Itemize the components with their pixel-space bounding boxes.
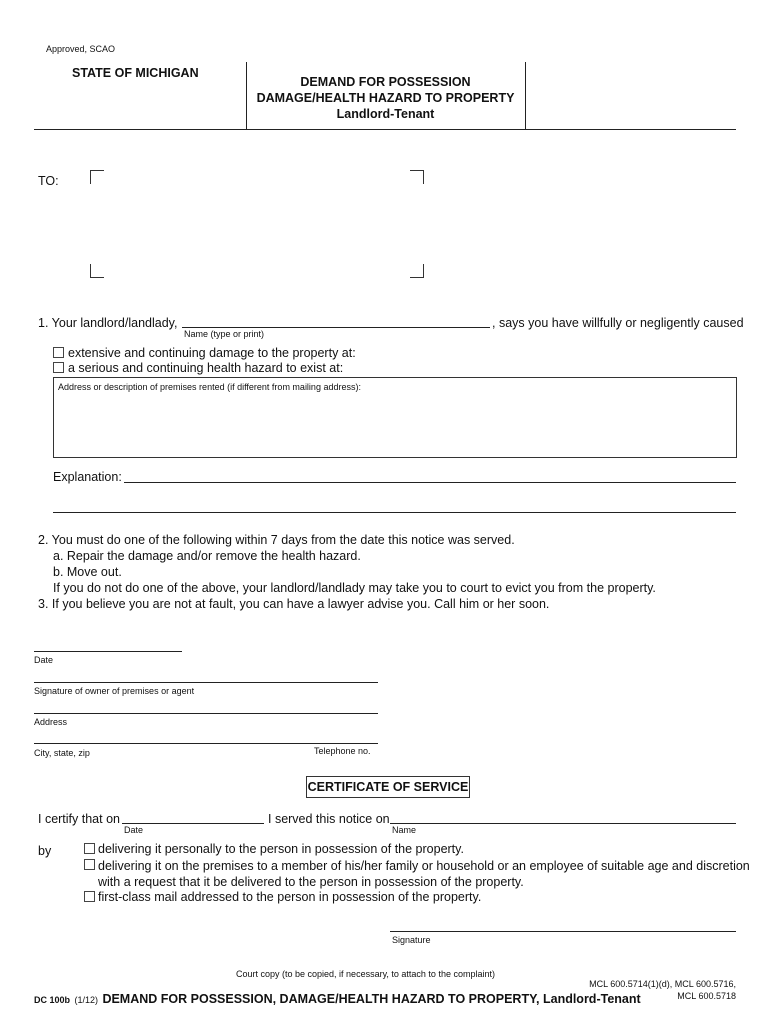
- damage-checkbox[interactable]: [53, 347, 64, 358]
- form-title-line3: Landlord-Tenant: [336, 107, 435, 121]
- corner-top-right: [410, 170, 424, 184]
- service-date-field[interactable]: [122, 823, 264, 824]
- mcl-line1: MCL 600.5714(1)(d), MCL 600.5716,: [589, 979, 736, 989]
- premises-delivery-line1: delivering it on the premises to a member of his/her family or household or an employee of suitable age and discretion: [98, 859, 750, 873]
- mcl-citation: [589, 978, 736, 1002]
- damage-option-label: extensive and continuing damage to the property at:: [68, 346, 356, 360]
- certify-label: I certify that on: [38, 812, 120, 826]
- footer-form-title: DEMAND FOR POSSESSION, DAMAGE/HEALTH HAZARD TO PROPERTY, Landlord-Tenant: [102, 992, 641, 1006]
- header-divider-right: [525, 62, 526, 130]
- telephone-caption: Telephone no.: [314, 746, 371, 756]
- corner-bottom-left: [90, 264, 104, 278]
- server-signature-field[interactable]: [390, 931, 736, 932]
- item1-suffix: , says you have willfully or negligently caused: [492, 316, 744, 330]
- hazard-checkbox[interactable]: [53, 362, 64, 373]
- item1-prefix: 1. Your landlord/landlady,: [38, 316, 178, 330]
- premises-address-caption: Address or description of premises rented (if different from mailing address):: [58, 382, 361, 392]
- hazard-option-label: a serious and continuing health hazard to exist at:: [68, 361, 344, 375]
- corner-top-left: [90, 170, 104, 184]
- address-caption: Address: [34, 717, 68, 727]
- served-label: I served this notice on: [268, 812, 390, 826]
- explanation-field-line1[interactable]: [124, 482, 736, 483]
- city-phone-field[interactable]: [34, 743, 378, 744]
- form-title-line2: DAMAGE/HEALTH HAZARD TO PROPERTY: [256, 91, 515, 105]
- to-label: TO:: [38, 174, 59, 188]
- form-id: DC 100b: [34, 995, 71, 1005]
- mcl-line2: MCL 600.5718: [677, 991, 736, 1001]
- served-name-field[interactable]: [390, 823, 736, 824]
- item3-line: 3. If you believe you are not at fault, you can have a lawyer advise you. Call him or her soon.: [38, 597, 550, 611]
- server-signature-caption: Signature: [392, 935, 431, 945]
- premises-delivery-checkbox[interactable]: [84, 859, 95, 870]
- header-bottom-rule: [34, 129, 736, 130]
- personal-delivery-checkbox[interactable]: [84, 843, 95, 854]
- corner-bottom-right: [410, 264, 424, 278]
- item2-line-b: b. Move out.: [53, 565, 122, 579]
- mail-delivery-label: first-class mail addressed to the person in possession of the property.: [98, 890, 482, 904]
- item2-line-c: If you do not do one of the above, your landlord/landlady may take you to court to evict you from the property.: [53, 581, 656, 595]
- explanation-label: Explanation:: [53, 470, 122, 484]
- by-label: by: [38, 844, 52, 858]
- city-caption: City, state, zip: [34, 748, 90, 758]
- explanation-field-line2[interactable]: [53, 512, 736, 513]
- to-address-area[interactable]: [90, 170, 424, 278]
- state-label: STATE OF MICHIGAN: [72, 66, 199, 80]
- approved-label: Approved, SCAO: [46, 44, 116, 54]
- owner-signature-caption: Signature of owner of premises or agent: [34, 686, 195, 696]
- premises-delivery-line2: with a request that it be delivered to the person in possession of the property.: [98, 875, 524, 889]
- served-name-caption: Name: [392, 825, 417, 835]
- form-date: (1/12): [74, 995, 98, 1005]
- form-title: [246, 74, 525, 122]
- item2-line1: 2. You must do one of the following within 7 days from the date this notice was served.: [38, 533, 515, 547]
- premises-delivery-label: [98, 858, 750, 890]
- owner-signature-field[interactable]: [34, 682, 378, 683]
- landlord-name-field[interactable]: [182, 327, 490, 328]
- name-caption: Name (type or print): [184, 329, 265, 339]
- date-caption: Date: [34, 655, 54, 665]
- service-date-caption: Date: [124, 825, 144, 835]
- form-title-line1: DEMAND FOR POSSESSION: [300, 75, 471, 89]
- premises-address-box[interactable]: [53, 377, 737, 458]
- court-copy-note: Court copy (to be copied, if necessary, to attach to the complaint): [236, 969, 495, 979]
- address-field[interactable]: [34, 713, 378, 714]
- item2-block: [38, 532, 656, 612]
- date-field[interactable]: [34, 651, 182, 652]
- personal-delivery-label: delivering it personally to the person in possession of the property.: [98, 842, 464, 856]
- item2-line-a: a. Repair the damage and/or remove the health hazard.: [53, 549, 361, 563]
- mail-delivery-checkbox[interactable]: [84, 891, 95, 902]
- footer-form-line: [34, 990, 641, 1008]
- certificate-title: CERTIFICATE OF SERVICE: [306, 776, 470, 798]
